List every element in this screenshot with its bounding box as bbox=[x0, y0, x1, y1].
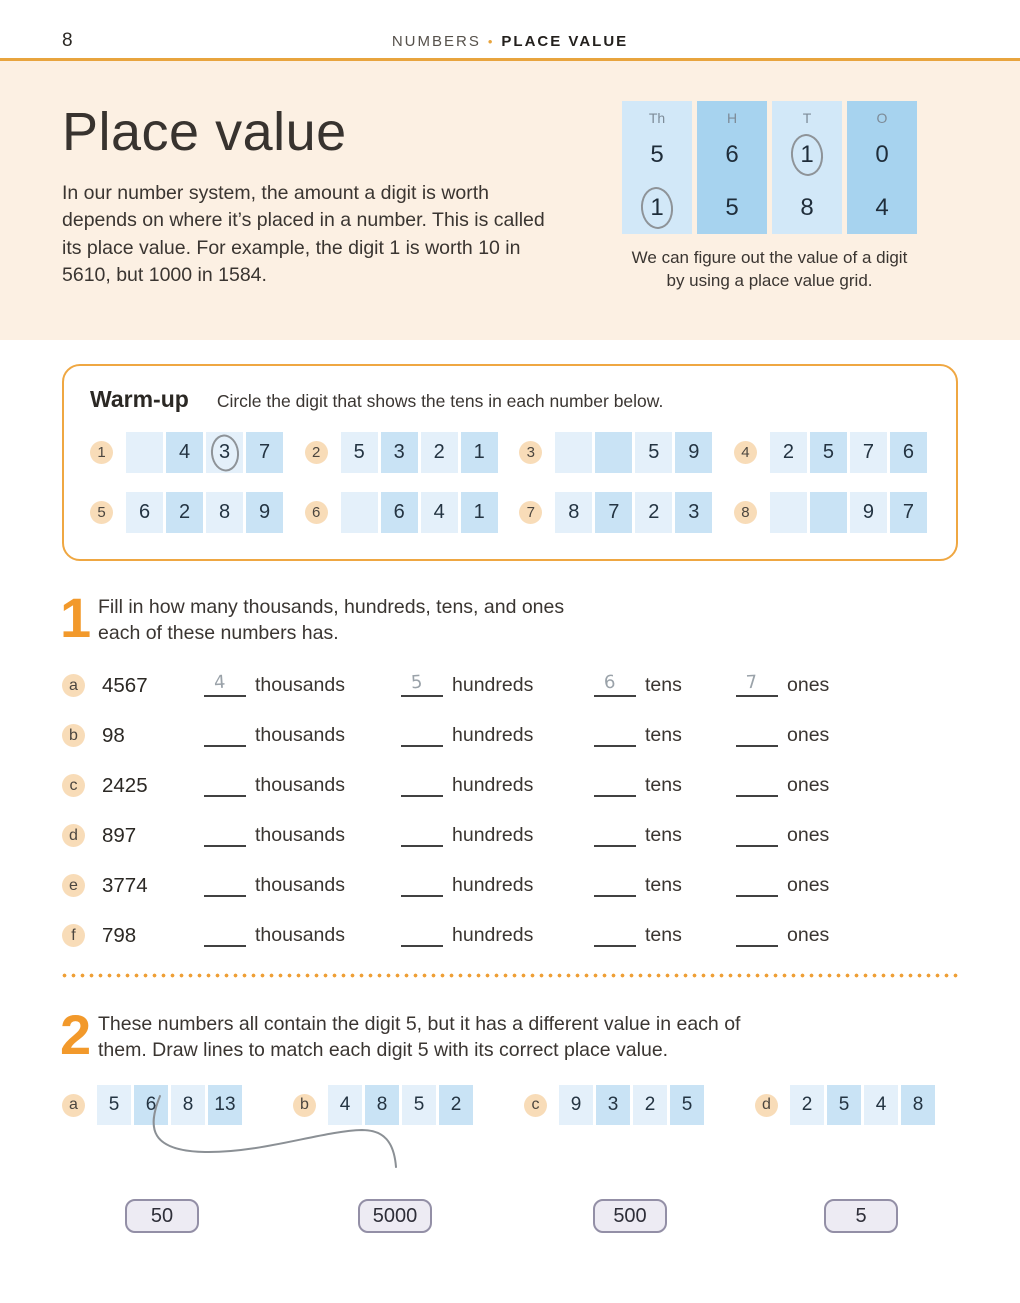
row-number: 798 bbox=[102, 923, 137, 947]
row-letter-badge: b bbox=[293, 1094, 316, 1117]
digit-cell: 2 bbox=[635, 492, 672, 533]
blank-label: hundreds bbox=[452, 874, 534, 897]
page-title: Place value bbox=[62, 102, 347, 162]
blank-label: thousands bbox=[255, 674, 345, 697]
digit-cell: 6 bbox=[126, 492, 163, 533]
blank-group-tens bbox=[594, 724, 736, 747]
fill-in-row-a bbox=[62, 661, 958, 711]
blank-group-ones bbox=[736, 724, 829, 747]
blank-label: ones bbox=[787, 824, 830, 847]
digit-cell: 4 bbox=[864, 1085, 898, 1125]
digit-cell: 4 bbox=[328, 1085, 362, 1125]
digit-cell: 2 bbox=[790, 1085, 824, 1125]
answer-blank bbox=[594, 925, 636, 947]
answer-blank bbox=[204, 925, 246, 947]
row-number: 98 bbox=[102, 723, 125, 747]
answer-blank bbox=[594, 775, 636, 797]
answer-blank bbox=[401, 925, 443, 947]
digit-cells bbox=[790, 1085, 938, 1125]
blank-group-hundreds bbox=[401, 724, 594, 747]
exercise2-number: 2 bbox=[60, 1002, 92, 1066]
intro-text-column bbox=[62, 101, 567, 340]
blank-group-ones bbox=[736, 924, 829, 947]
digit-cell: 13 bbox=[208, 1085, 242, 1125]
warmup-row-2 bbox=[90, 492, 930, 533]
digit-cell: 5 bbox=[670, 1085, 704, 1125]
blank-group-thousands bbox=[204, 924, 401, 947]
section-name: NUMBERS bbox=[391, 33, 481, 50]
blank-label: tens bbox=[645, 774, 682, 797]
answer-blank bbox=[594, 725, 636, 747]
page-number: 8 bbox=[62, 30, 73, 51]
blank-group-thousands bbox=[204, 874, 401, 897]
digit-cells bbox=[341, 432, 501, 473]
match-item-d bbox=[755, 1085, 986, 1125]
row-number: 2425 bbox=[102, 773, 148, 797]
warmup-box bbox=[62, 364, 958, 561]
answer-blank bbox=[401, 775, 443, 797]
digit-cell bbox=[341, 492, 378, 533]
pencil-circle-mark bbox=[209, 433, 241, 473]
blank-label: hundreds bbox=[452, 774, 534, 797]
answer-blank bbox=[204, 775, 246, 797]
digit-cells bbox=[97, 1085, 245, 1125]
item-number-badge: 2 bbox=[305, 441, 328, 464]
digit-cell: 5 bbox=[97, 1085, 131, 1125]
warmup-item-2 bbox=[305, 432, 501, 473]
blank-label: thousands bbox=[255, 774, 345, 797]
answer-blank bbox=[736, 875, 778, 897]
exercise1-instruction: Fill in how many thousands, hundreds, tens, and ones each of these numbers has. bbox=[98, 596, 565, 645]
blank-label: thousands bbox=[255, 924, 345, 947]
warmup-header bbox=[90, 386, 930, 413]
place-value-grid bbox=[622, 101, 922, 234]
row-letter-badge: f bbox=[62, 924, 85, 947]
row-letter-badge: d bbox=[62, 824, 85, 847]
digit-cell: 2 bbox=[439, 1085, 473, 1125]
blank-label: tens bbox=[645, 724, 682, 747]
exercise1-rows bbox=[62, 661, 958, 961]
blank-group-thousands bbox=[204, 724, 401, 747]
warmup-item-3 bbox=[519, 432, 715, 473]
warmup-item-4 bbox=[734, 432, 930, 473]
pv-digit: 4 bbox=[875, 193, 889, 221]
blank-group-hundreds bbox=[401, 924, 594, 947]
digit-cell: 9 bbox=[675, 432, 712, 473]
handwritten-answer: 4 bbox=[213, 671, 227, 694]
pv-column-o bbox=[847, 101, 917, 234]
pv-digit: 5 bbox=[650, 141, 664, 169]
fill-in-row-b bbox=[62, 711, 958, 761]
digit-cells bbox=[126, 432, 286, 473]
digit-cell: 8 bbox=[365, 1085, 399, 1125]
warmup-title: Warm-up bbox=[90, 386, 189, 412]
warmup-row-1 bbox=[90, 432, 930, 473]
fill-in-row-c bbox=[62, 761, 958, 811]
pv-digit: 8 bbox=[800, 193, 814, 221]
digit-cell: 2 bbox=[770, 432, 807, 473]
row-number: 897 bbox=[102, 823, 137, 847]
item-number-badge: 7 bbox=[519, 501, 542, 524]
pv-digit: 0 bbox=[875, 141, 889, 169]
blank-label: hundreds bbox=[452, 824, 534, 847]
blank-group-tens bbox=[594, 671, 736, 697]
place-value-option-500: 500 bbox=[593, 1199, 667, 1233]
digit-cell: 8 bbox=[171, 1085, 205, 1125]
blank-label: hundreds bbox=[452, 724, 534, 747]
digit-cell: 7 bbox=[890, 492, 927, 533]
digit-cells bbox=[126, 492, 286, 533]
digit-cell: 8 bbox=[206, 492, 243, 533]
intro-section bbox=[0, 61, 1020, 340]
row-number: 3774 bbox=[102, 873, 148, 897]
pv-column-header: Th bbox=[648, 110, 666, 126]
place-value-option-5000: 5000 bbox=[358, 1199, 432, 1233]
blank-group-ones bbox=[736, 774, 829, 797]
answer-blank bbox=[736, 825, 778, 847]
blank-label: tens bbox=[645, 824, 682, 847]
digit-cell: 6 bbox=[134, 1085, 168, 1125]
answer-blank bbox=[736, 775, 778, 797]
digit-cell: 1 bbox=[461, 492, 498, 533]
answer-blank bbox=[204, 671, 246, 697]
item-number-badge: 1 bbox=[90, 441, 113, 464]
answer-blank bbox=[401, 671, 443, 697]
digit-cells bbox=[555, 432, 715, 473]
handwritten-answer: 6 bbox=[603, 671, 617, 694]
blank-group-tens bbox=[594, 924, 736, 947]
grid-caption: We can figure out the value of a digit by using a place value grid. bbox=[631, 248, 908, 290]
blank-label: tens bbox=[645, 674, 682, 697]
intro-paragraph: In our number system, the amount a digit is worth depends on where it’s placed in a number. This is called its place value. For example, the digit 1 is worth 10 in 5610, but 1000 in 1584. bbox=[62, 182, 545, 286]
item-number-badge: 4 bbox=[734, 441, 757, 464]
warmup-item-5 bbox=[90, 492, 286, 533]
warmup-item-6 bbox=[305, 492, 501, 533]
row-letter-badge: e bbox=[62, 874, 85, 897]
exercise2-options bbox=[62, 1125, 958, 1265]
digit-cell: 9 bbox=[559, 1085, 593, 1125]
pv-column-header: H bbox=[726, 110, 738, 126]
answer-blank bbox=[204, 825, 246, 847]
digit-cell: 3 bbox=[675, 492, 712, 533]
answer-blank bbox=[736, 671, 778, 697]
pv-column-header: T bbox=[802, 110, 812, 126]
pv-digit: 6 bbox=[725, 141, 739, 169]
digit-cells bbox=[328, 1085, 476, 1125]
digit-cells bbox=[341, 492, 501, 533]
digit-cell bbox=[555, 432, 592, 473]
digit-cells bbox=[559, 1085, 707, 1125]
exercise2-items bbox=[62, 1085, 1020, 1125]
blank-group-hundreds bbox=[401, 874, 594, 897]
digit-cell: 9 bbox=[246, 492, 283, 533]
blank-group-tens bbox=[594, 774, 736, 797]
pv-digit: 1 bbox=[622, 182, 692, 235]
blank-label: thousands bbox=[255, 874, 345, 897]
blank-label: ones bbox=[787, 674, 830, 697]
blank-group-hundreds bbox=[401, 824, 594, 847]
digit-cell: 5 bbox=[635, 432, 672, 473]
blank-label: ones bbox=[787, 924, 830, 947]
digit-cell: 4 bbox=[166, 432, 203, 473]
digit-cell: 2 bbox=[633, 1085, 667, 1125]
digit-cell: 7 bbox=[850, 432, 887, 473]
digit-cell: 3 bbox=[381, 432, 418, 473]
digit-cell: 7 bbox=[246, 432, 283, 473]
item-number-badge: 3 bbox=[519, 441, 542, 464]
dotted-divider bbox=[62, 973, 958, 978]
blank-group-tens bbox=[594, 824, 736, 847]
answer-blank bbox=[736, 725, 778, 747]
blank-label: thousands bbox=[255, 824, 345, 847]
blank-group-thousands bbox=[204, 671, 401, 697]
answer-blank bbox=[204, 725, 246, 747]
handwritten-answer: 5 bbox=[410, 671, 424, 694]
place-value-option-5: 5 bbox=[824, 1199, 898, 1233]
pv-column-th bbox=[622, 101, 692, 234]
blank-group-thousands bbox=[204, 824, 401, 847]
blank-label: hundreds bbox=[452, 924, 534, 947]
pv-digit: 5 bbox=[725, 193, 739, 221]
digit-cell bbox=[126, 432, 163, 473]
answer-blank bbox=[204, 875, 246, 897]
row-letter-badge: a bbox=[62, 1094, 85, 1117]
row-letter-badge: c bbox=[524, 1094, 547, 1117]
blank-group-hundreds bbox=[401, 774, 594, 797]
digit-cells bbox=[770, 432, 930, 473]
answer-blank bbox=[594, 825, 636, 847]
match-item-a bbox=[62, 1085, 293, 1125]
match-item-c bbox=[524, 1085, 755, 1125]
row-number: 4567 bbox=[102, 673, 148, 697]
digit-cell: 6 bbox=[890, 432, 927, 473]
intro-grid-column bbox=[622, 101, 922, 340]
fill-in-row-e bbox=[62, 861, 958, 911]
blank-label: tens bbox=[645, 924, 682, 947]
digit-cell: 6 bbox=[381, 492, 418, 533]
warmup-item-7 bbox=[519, 492, 715, 533]
blank-group-tens bbox=[594, 874, 736, 897]
digit-cell: 3 bbox=[206, 432, 243, 473]
page-header bbox=[0, 0, 1020, 58]
digit-cell: 5 bbox=[341, 432, 378, 473]
blank-label: ones bbox=[787, 774, 830, 797]
blank-label: ones bbox=[787, 874, 830, 897]
handwritten-answer: 7 bbox=[745, 671, 759, 694]
blank-label: ones bbox=[787, 724, 830, 747]
digit-cell: 5 bbox=[402, 1085, 436, 1125]
exercise1-header bbox=[60, 586, 958, 649]
row-letter-badge: d bbox=[755, 1094, 778, 1117]
digit-cells bbox=[770, 492, 930, 533]
row-letter-badge: b bbox=[62, 724, 85, 747]
exercise2-instruction: These numbers all contain the digit 5, but it has a different value in each of them. Draw lines to match each digit 5 with its correct place value. bbox=[98, 1012, 741, 1061]
item-number-badge: 5 bbox=[90, 501, 113, 524]
digit-cell: 2 bbox=[166, 492, 203, 533]
answer-blank bbox=[594, 875, 636, 897]
item-number-badge: 8 bbox=[734, 501, 757, 524]
answer-blank bbox=[736, 925, 778, 947]
digit-cell: 7 bbox=[595, 492, 632, 533]
warmup-item-1 bbox=[90, 432, 286, 473]
chapter-title: PLACE VALUE bbox=[501, 33, 629, 50]
fill-in-row-f bbox=[62, 911, 958, 961]
digit-cell: 5 bbox=[810, 432, 847, 473]
separator-dot-icon: • bbox=[487, 34, 495, 49]
running-head bbox=[0, 33, 1020, 50]
exercise1-number: 1 bbox=[60, 586, 92, 649]
blank-group-ones bbox=[736, 874, 829, 897]
blank-group-ones bbox=[736, 671, 830, 697]
blank-label: thousands bbox=[255, 724, 345, 747]
answer-blank bbox=[594, 671, 636, 697]
digit-cell: 9 bbox=[850, 492, 887, 533]
digit-cell: 2 bbox=[421, 432, 458, 473]
blank-label: hundreds bbox=[452, 674, 534, 697]
row-letter-badge: a bbox=[62, 674, 85, 697]
digit-cell bbox=[595, 432, 632, 473]
item-number-badge: 6 bbox=[305, 501, 328, 524]
place-value-option-50: 50 bbox=[125, 1199, 199, 1233]
digit-cell: 8 bbox=[555, 492, 592, 533]
pv-column-t bbox=[772, 101, 842, 234]
match-item-b bbox=[293, 1085, 524, 1125]
answer-blank bbox=[401, 875, 443, 897]
digit-cell: 5 bbox=[827, 1085, 861, 1125]
answer-blank bbox=[401, 725, 443, 747]
pencil-circle-mark bbox=[789, 133, 825, 178]
digit-cell: 3 bbox=[596, 1085, 630, 1125]
pv-digit: 1 bbox=[772, 129, 842, 182]
blank-group-thousands bbox=[204, 774, 401, 797]
blank-group-hundreds bbox=[401, 671, 594, 697]
pencil-circle-mark bbox=[639, 185, 675, 230]
warmup-item-8 bbox=[734, 492, 930, 533]
digit-cells bbox=[555, 492, 715, 533]
digit-cell: 8 bbox=[901, 1085, 935, 1125]
blank-group-ones bbox=[736, 824, 829, 847]
blank-label: tens bbox=[645, 874, 682, 897]
fill-in-row-d bbox=[62, 811, 958, 861]
pv-column-h bbox=[697, 101, 767, 234]
pv-column-header: O bbox=[876, 110, 888, 126]
digit-cell bbox=[810, 492, 847, 533]
exercise2-header bbox=[60, 1002, 958, 1066]
row-letter-badge: c bbox=[62, 774, 85, 797]
digit-cell: 1 bbox=[461, 432, 498, 473]
warmup-instruction: Circle the digit that shows the tens in each number below. bbox=[216, 391, 664, 411]
digit-cell bbox=[770, 492, 807, 533]
digit-cell: 4 bbox=[421, 492, 458, 533]
answer-blank bbox=[401, 825, 443, 847]
